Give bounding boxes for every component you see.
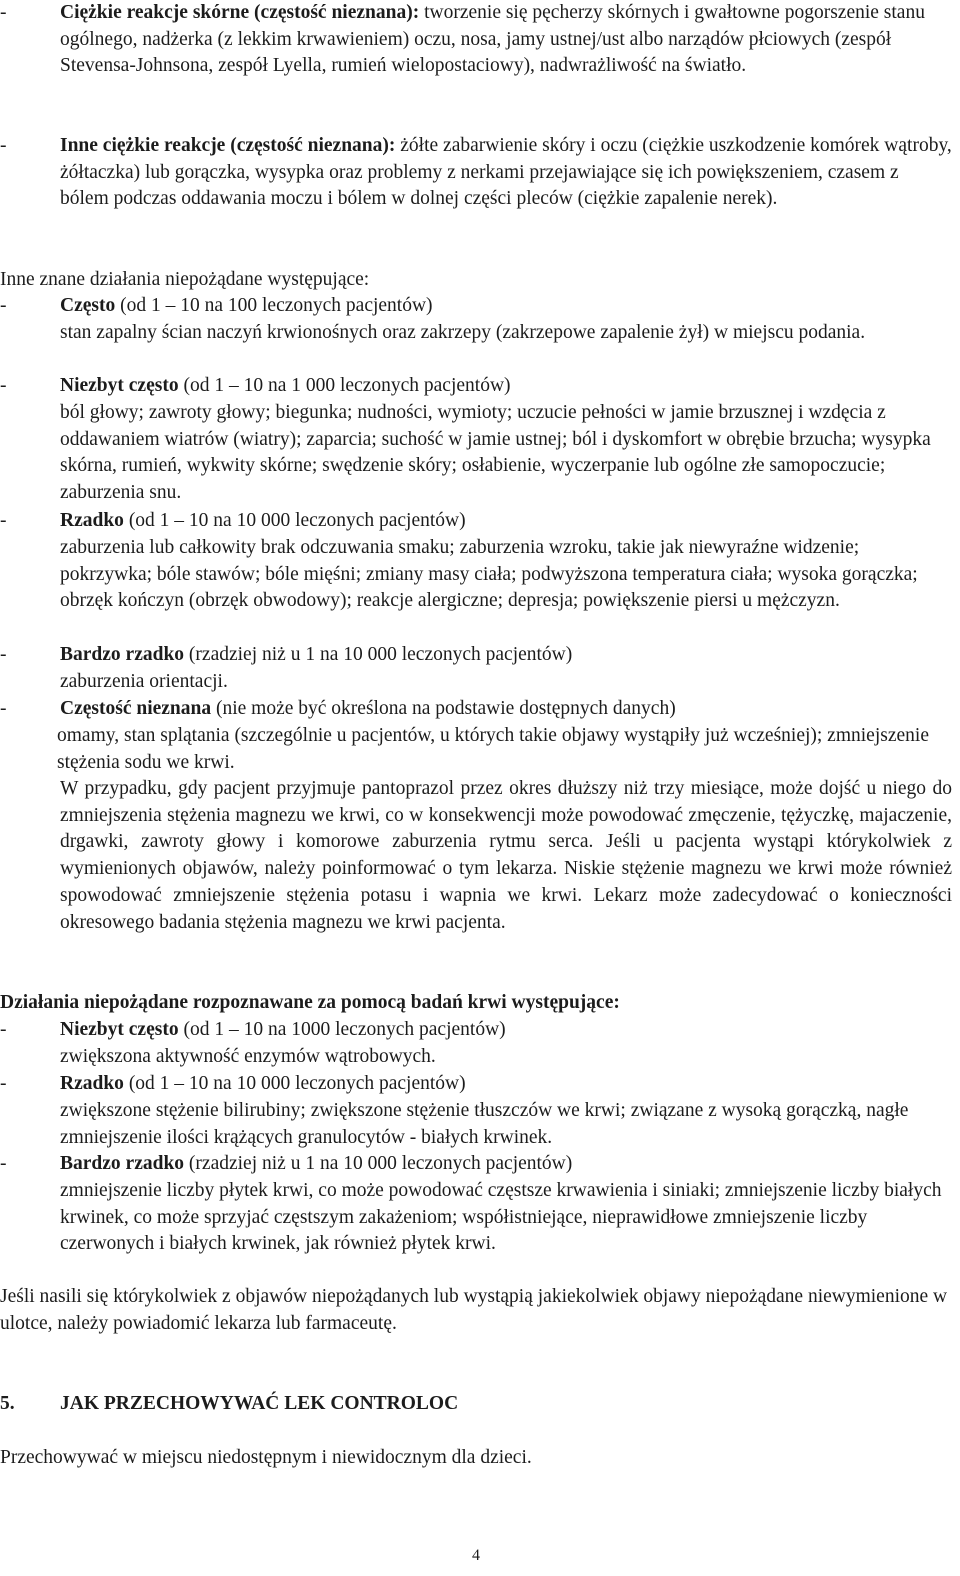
uncommon-effects-text: ból głowy; zawroty głowy; biegunka; nudności, wymioty; uczucie pełności w jamie brzusznej i wzdęcia z oddawaniem wiatrów (wiatry); zaparcia; suchość w jamie ustnej; ból i dyskomfort w obrębie brzucha; wysypka skórna, rumień, wykwity skórne; swędzenie skóry; osłabienie, wyczerpanie lub ogólne złe samopoczucie; zaburzenia snu. [60, 402, 931, 504]
blood-rare-text: zwiększone stężenie bilirubiny; zwiększone stężenie tłuszczów we krwi; związane z wysoką gorączką, nagłe zmniejszenie ilości krążących granulocytów - białych krwinek. [60, 1100, 909, 1148]
blood-frequency-very-rare [0, 1151, 952, 1178]
frequency-rare [0, 508, 952, 535]
list-dash: - [0, 135, 7, 156]
frequency-label: Bardzo rzadko [60, 644, 185, 665]
list-dash: - [0, 1019, 7, 1040]
frequency-range: (od 1 – 10 na 1000 leczonych pacjentów) [178, 1019, 506, 1040]
page-number: 4 [472, 1547, 480, 1564]
list-dash: - [0, 1153, 7, 1174]
common-effects-text: stan zapalny ścian naczyń krwionośnych oraz zakrzepy (zakrzepowe zapalenie żył) w miejscu podania. [60, 322, 866, 343]
frequency-unknown [0, 696, 952, 723]
severe-skin-reactions-label: Ciężkie reakcje skórne (częstość nieznana): [60, 2, 420, 23]
frequency-range: (rzadziej niż u 1 na 10 000 leczonych pacjentów) [184, 1153, 573, 1174]
frequency-label: Niezbyt często [60, 1019, 179, 1040]
frequency-label: Niezbyt często [60, 375, 179, 396]
severe-skin-reactions-text: tworzenie się pęcherzy skórnych i gwałtowne pogorszenie stanu ogólnego, nadżerka (z lekkim krwawieniem) oczu, nosa, jamy ustnej/ust albo narządów płciowych (zespół Stevensa-Johnsona, zespół Lyella, rumień wielopostaciowy), nadwrażliwość na światło. [60, 2, 925, 77]
blood-tests-heading: Działania niepożądane rozpoznawane za pomocą badań krwi występujące: [0, 992, 620, 1013]
list-dash: - [0, 698, 7, 719]
closing-paragraph: Jeśli nasili się którykolwiek z objawów niepożądanych lub wystąpią jakiekolwiek objawy niepożądane niewymienione w ulotce, należy powiadomić lekarza lub farmaceutę. [0, 1286, 948, 1334]
list-dash: - [0, 375, 7, 396]
other-known-intro: Inne znane działania niepożądane występujące: [0, 269, 370, 290]
blood-very-rare-text: zmniejszenie liczby płytek krwi, co może powodować częstsze krwawienia i siniaki; zmniejszenie liczby białych krwinek, co może sprzyjać częstszym zakażeniom; współistniejące, nieprawidłowe zmniejszenie liczby czerwonych i białych krwinek, jak również płytek krwi. [60, 1180, 942, 1255]
frequency-range: (od 1 – 10 na 100 leczonych pacjentów) [115, 295, 433, 316]
frequency-label: Częstość nieznana [60, 698, 212, 719]
section-number: 5. [0, 1393, 15, 1414]
frequency-range: (od 1 – 10 na 1 000 leczonych pacjentów) [178, 375, 511, 396]
list-dash: - [0, 510, 7, 531]
frequency-common [0, 293, 952, 320]
other-severe-reactions-text: żółte zabarwienie skóry i oczu (ciężkie uszkodzenie komórek wątroby, żółtaczka) lub gorączka, wysypka oraz problemy z nerkami przejawiające się ich powiększeniem, czasem z bólem podczas oddawania moczu i bólem w dolnej części pleców (ciężkie zapalenie nerek). [60, 135, 952, 210]
frequency-range: (od 1 – 10 na 10 000 leczonych pacjentów) [123, 1073, 466, 1094]
very-rare-effects-text: zaburzenia orientacji. [60, 671, 228, 692]
frequency-uncommon [0, 373, 952, 400]
list-dash: - [0, 2, 7, 23]
blood-frequency-uncommon [0, 1017, 952, 1044]
section-heading-storage [0, 1391, 458, 1418]
frequency-range: (nie może być określona na podstawie dostępnych danych) [211, 698, 676, 719]
magnesium-paragraph: W przypadku, gdy pacjent przyjmuje pantoprazol przez okres dłuższy niż trzy miesiące, może dojść u niego do zmniejszenia stężenia magnezu we krwi, co w konsekwencji może powodować zmęczenie, tężyczkę, majaczenie, drgawki, zawroty głowy i komorowe zaburzenia rytmu serca. Jeśli u pacjenta wystąpi którykolwiek z wymienionych objawów, należy poinformować o tym lekarza. Niskie stężenie magnezu we krwi może również spowodować zmniejszenie stężenia potasu i wapnia we krwi. Lekarz może zadecydować o konieczności okresowego badania stężenia magnezu we krwi pacjenta. [60, 778, 952, 933]
unknown-effects-text: omamy, stan splątania (szczególnie u pacjentów, u których takie objawy wystąpiły już wcześniej); zmniejszenie stężenia sodu we krwi. [57, 725, 929, 773]
frequency-label: Rzadko [60, 510, 124, 531]
section-title: JAK PRZECHOWYWAĆ LEK CONTROLOC [60, 1393, 459, 1414]
list-item-severe-skin-reactions [0, 0, 952, 80]
rare-effects-text: zaburzenia lub całkowity brak odczuwania smaku; zaburzenia wzroku, takie jak niewyraźne widzenie; pokrzywka; bóle stawów; bóle mięśni; zmiany masy ciała; podwyższona temperatura ciała; wysoka gorączka; obrzęk kończyn (obrzęk obwodowy); reakcje alergiczne; depresja; powiększenie piersi u mężczyzn. [60, 537, 918, 612]
frequency-range: (rzadziej niż u 1 na 10 000 leczonych pacjentów) [184, 644, 573, 665]
list-dash: - [0, 295, 7, 316]
list-dash: - [0, 1073, 7, 1094]
frequency-label: Bardzo rzadko [60, 1153, 185, 1174]
storage-text: Przechowywać w miejscu niedostępnym i niewidocznym dla dzieci. [0, 1447, 532, 1468]
list-dash: - [0, 644, 7, 665]
list-item-other-severe-reactions [0, 133, 952, 213]
blood-frequency-rare [0, 1071, 952, 1098]
frequency-very-rare [0, 642, 952, 669]
other-severe-reactions-label: Inne ciężkie reakcje (częstość nieznana): [60, 135, 396, 156]
blood-uncommon-text: zwiększona aktywność enzymów wątrobowych. [60, 1046, 436, 1067]
frequency-label: Rzadko [60, 1073, 124, 1094]
frequency-range: (od 1 – 10 na 10 000 leczonych pacjentów) [123, 510, 466, 531]
frequency-label: Często [60, 295, 116, 316]
